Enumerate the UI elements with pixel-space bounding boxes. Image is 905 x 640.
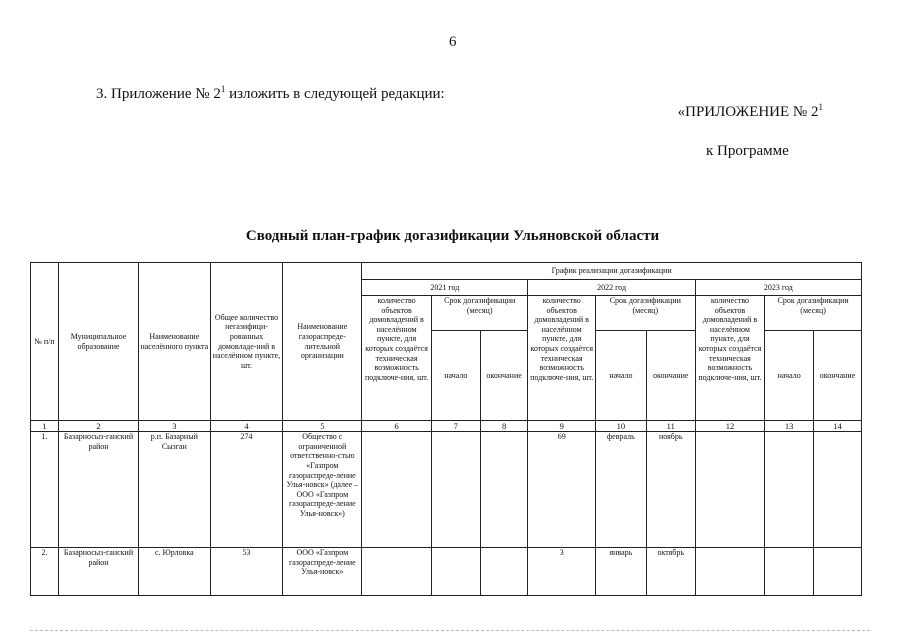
cell-count-2021: [362, 548, 432, 596]
cell-count-2021: [362, 432, 432, 548]
col-number: 8: [480, 421, 528, 432]
scan-edge-line: [30, 630, 870, 633]
paragraph-3-rest: изложить в следующей редакции:: [225, 86, 445, 102]
col-number: 7: [431, 421, 480, 432]
cell-end-2023: [814, 432, 862, 548]
cell-org: ООО «Газпром газораспреде-ление Улья-новск»: [283, 548, 362, 596]
header-end-2022: окончание: [646, 331, 695, 421]
cell-start-2022: январь: [595, 548, 646, 596]
col-number: 5: [283, 421, 362, 432]
cell-org: Общество с ограниченной ответственно-стью «Газпром газораспреде-ление Улья-новск» (далее – ООО «Газпром газораспреде-ление Улья-новск»): [283, 432, 362, 548]
cell-end-2023: [814, 548, 862, 596]
header-end-2021: окончание: [480, 331, 528, 421]
cell-end-2021: [480, 548, 528, 596]
header-total: Общее количество негазифици-рованных домовладе-ний в населённом пункте, шт.: [210, 263, 283, 421]
col-number: 13: [765, 421, 814, 432]
header-term-2022: Срок догазификации (месяц): [595, 296, 695, 331]
cell-end-2022: ноябрь: [646, 432, 695, 548]
header-count-2021: количество объектов домовладений в населённом пункте, для которых создаётся техническая возможность подключе-ния, шт.: [362, 296, 432, 421]
paragraph-3: [96, 86, 445, 103]
header-count-2023: количество объектов домовладений в населённом пункте, для которых создаётся техническая возможность подключе-ния, шт.: [695, 296, 765, 421]
document-title: Сводный план-график догазификации Ульяновской области: [245, 228, 660, 244]
paragraph-3-sup: 1: [220, 84, 226, 94]
schedule-table: [30, 262, 862, 596]
col-number: 3: [139, 421, 211, 432]
header-org: Наименование газораспреде-лительной организации: [283, 263, 362, 421]
header-year-2021: 2021 год: [362, 280, 528, 296]
col-number: 14: [814, 421, 862, 432]
col-number: 12: [695, 421, 765, 432]
header-term-2021: Срок догазификации (месяц): [431, 296, 528, 331]
cell-municipality: Базарносыз-ганский район: [59, 548, 139, 596]
cell-total: 53: [210, 548, 283, 596]
header-year-2023: 2023 год: [695, 280, 861, 296]
cell-settlement: р.п. Базарный Сызган: [139, 432, 211, 548]
cell-start-2023: [765, 432, 814, 548]
cell-count-2022: 3: [528, 548, 596, 596]
cell-start-2022: февраль: [595, 432, 646, 548]
col-number: 1: [31, 421, 59, 432]
cell-num: 1.: [31, 432, 59, 548]
header-year-2022: 2022 год: [528, 280, 695, 296]
cell-num: 2.: [31, 548, 59, 596]
cell-start-2021: [431, 548, 480, 596]
header-start-2023: начало: [765, 331, 814, 421]
cell-settlement: с. Юрловка: [139, 548, 211, 596]
appendix-heading: [678, 104, 823, 121]
cell-end-2021: [480, 432, 528, 548]
cell-count-2022: 69: [528, 432, 596, 548]
table-row: [31, 548, 862, 596]
cell-total: 274: [210, 432, 283, 548]
col-number: 6: [362, 421, 432, 432]
col-number: 9: [528, 421, 596, 432]
header-num: № п/п: [31, 263, 59, 421]
appendix-heading-sup: 1: [818, 102, 823, 112]
table-row: [31, 432, 862, 548]
cell-count-2023: [695, 548, 765, 596]
cell-municipality: Базарносыз-ганский район: [59, 432, 139, 548]
header-schedule: График реализации догазификации: [362, 263, 862, 280]
cell-end-2022: октябрь: [646, 548, 695, 596]
page-number: 6: [449, 34, 457, 50]
header-settlement: Наименование населённого пункта: [139, 263, 211, 421]
column-numbers-row: [31, 421, 862, 432]
cell-start-2021: [431, 432, 480, 548]
col-number: 2: [59, 421, 139, 432]
paragraph-3-text: 3. Приложение № 2: [96, 86, 221, 102]
header-term-2023: Срок догазификации (месяц): [765, 296, 862, 331]
col-number: 4: [210, 421, 283, 432]
cell-start-2023: [765, 548, 814, 596]
appendix-subheading: к Программе: [706, 143, 789, 159]
cell-count-2023: [695, 432, 765, 548]
col-number: 10: [595, 421, 646, 432]
appendix-heading-text: «ПРИЛОЖЕНИЕ № 2: [677, 104, 819, 120]
header-start-2022: начало: [595, 331, 646, 421]
header-start-2021: начало: [431, 331, 480, 421]
header-end-2023: окончание: [814, 331, 862, 421]
col-number: 11: [646, 421, 695, 432]
header-municipality: Муниципальное образование: [59, 263, 139, 421]
header-count-2022: количество объектов домовладений в населённом пункте, для которых создаётся техническая возможность подключе-ния, шт.: [528, 296, 596, 421]
